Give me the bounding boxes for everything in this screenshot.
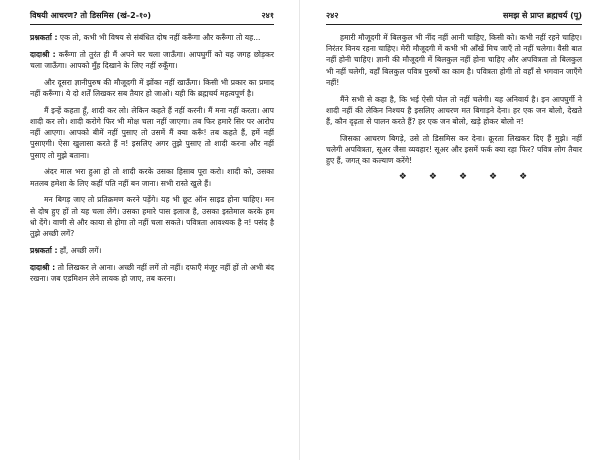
speaker-label: दादाश्री : [30,49,56,59]
paragraph [30,194,274,239]
left-header-title: विषयी आचरण? तो डिसमिस (खं-2-१०) [30,11,151,20]
speaker-label: प्रश्नकर्ता : [30,33,58,42]
paragraph-text: तो लिखकर ले आना। अच्छी नहीं लगें तो नहीं। दफाएँ मंजूर नहीं हों तो अभी बंद रखना। जब एडमिशन लेने लायक हो जाए, तब करना। [30,262,274,283]
right-page [300,0,600,460]
paragraph [30,166,274,188]
paragraph-text: और दूसरा ज्ञानीपुरुष की मौजूदगी में झोंका नहीं खाऊँगा। किसी भी प्रकार का प्रमाद नहीं करूँगा। ये दो शर्तें लिखकर सब तैयार हो जाओ। यही कि ब्रह्मचर्य महत्वपूर्ण है। [30,77,274,98]
ornament-diamond-icon: ❖ [489,172,498,183]
left-page-body [30,32,274,284]
speaker-label: दादाश्री : [30,262,56,272]
paragraph [30,105,274,161]
paragraph-text: एक तो, कभी भी विषय से संबंधित दोष नहीं करूँगा और करूँगा तो यह... [59,33,261,42]
paragraph-text: हाँ, अच्छी लगें। [59,245,102,255]
paragraph-text: मन बिगड़ जाए तो प्रतिक्रमण करने पड़ेंगे। यह भी छूट ऑन साइड होना चाहिए। मन से दोष हुए हों तो यह चला लेंगे। उसका हमारे पास इलाज है, उसका इस्तेमाल करके हम धो देंगे। वाणी से और काया से होगा तो नहीं चला सकते। पवित्रता आवश्यक है न! पसंद है तुझे अच्छी लगें? [30,195,274,239]
left-running-header [30,8,274,25]
paragraph [30,245,274,256]
paragraph-text: मैंने सभी से कहा है, कि भई ऐसी पोल तो नहीं चलेगी। यह अनिवार्य है। इन आपघुर्गी ने शादी नहीं की लेकिन निश्चय है इसलिए आचरण मत बिगाड़ने देना। हर एक जन बोलो, देखते हैं, कौन दृढ़ता से पालन करते हैं? हर एक जन बोलो, खड़े होकर बोलो न! [326,94,582,127]
paragraph-text: अंदर माल भरा हुआ हो तो शादी करके उसका हिसाब पूरा करो। शादी को, उसका मतलब हमेशा के लिए कहीं पति नहीं बन जाना। सभी रास्ते खुले हैं। [30,167,274,188]
paragraph [326,94,582,128]
paragraph [30,77,274,99]
ornament-diamond-icon: ❖ [428,172,437,183]
paragraph-text: जिसका आचरण बिगड़े, उसे तो डिसमिस कर देना। क्रूरता लिखकर दिए हैं मुझे। नहीं चलेगी अपवित्रता, सूअर जैसा व्यवहार! सूअर और इसमें फर्क क्या रहा फिर? पवित्र लोग तैयार हुए हैं, जगत् का कल्याण करेंगे! [326,133,582,166]
speaker-label: प्रश्नकर्ता : [30,245,58,255]
paragraph [326,32,582,88]
ornament-diamond-icon: ❖ [458,172,468,183]
ornament-diamond-icon: ❖ [398,172,407,183]
paragraph-text: मैं इन्हें कहता हूँ, शादी कर लो। लेकिन कहते हैं नहीं करनी। मैं मना नहीं करता। आप शादी कर लो। शादी करोगे फिर भी मोक्ष चला नहीं जाएगा। तब फिर हमारे सिर पर आरोप नहीं आएगा। आपको बीमें नहीं पुसाए तो उसमें मैं क्या करूँ! तब कहते हैं, हमें नहीं पुसाएगी। ऐसा खुलासा करते हैं न! इसलिए अगर तुझे पुसाए तो शादी करना और नहीं पुसाए तो मुझे बताना। [30,105,274,160]
paragraph [30,262,274,284]
right-page-number: २४२ [326,11,339,20]
paragraph-text: करूँगा तो तुरंत ही मैं अपने घर चला जाऊँगा। आपघुर्गी को यह जगह छोड़कर चला जाऊँगा। आपको मुँह दिखाने के लिए नहीं रुकूँगा। [30,49,274,70]
paragraph [30,49,274,71]
paragraph [30,32,274,43]
right-running-header [326,8,582,25]
left-page-number: २४१ [261,11,274,20]
paragraph [326,133,582,167]
section-ornament [326,172,582,182]
right-page-body [326,32,582,166]
paragraph-text: हमारी मौजूदगी में बिलकुल भी नींद नहीं आनी चाहिए, किसी को। कभी नहीं रहने चाहिए। निरंतर विनय रहना चाहिए। मेरी मौजूदगी में कभी भी आँखें मिच जाएँ तो नहीं चलेगा। वैसी बात नहीं होनी चाहिए। ज्ञानी की मौजूदगी में बिलकुल नहीं होना चाहिए और अपवित्रता तो बिलकुल भी नहीं चलेगी, वहाँ बिलकुल पवित्र पुरुषों का काम है। पवित्रता होगी तो वहाँ से भगवान जाएँगे नहीं! [326,33,582,87]
right-header-title: समझ से प्राप्त ब्रह्मचर्य (पू) [503,11,582,20]
ornament-diamond-icon: ❖ [519,172,528,183]
